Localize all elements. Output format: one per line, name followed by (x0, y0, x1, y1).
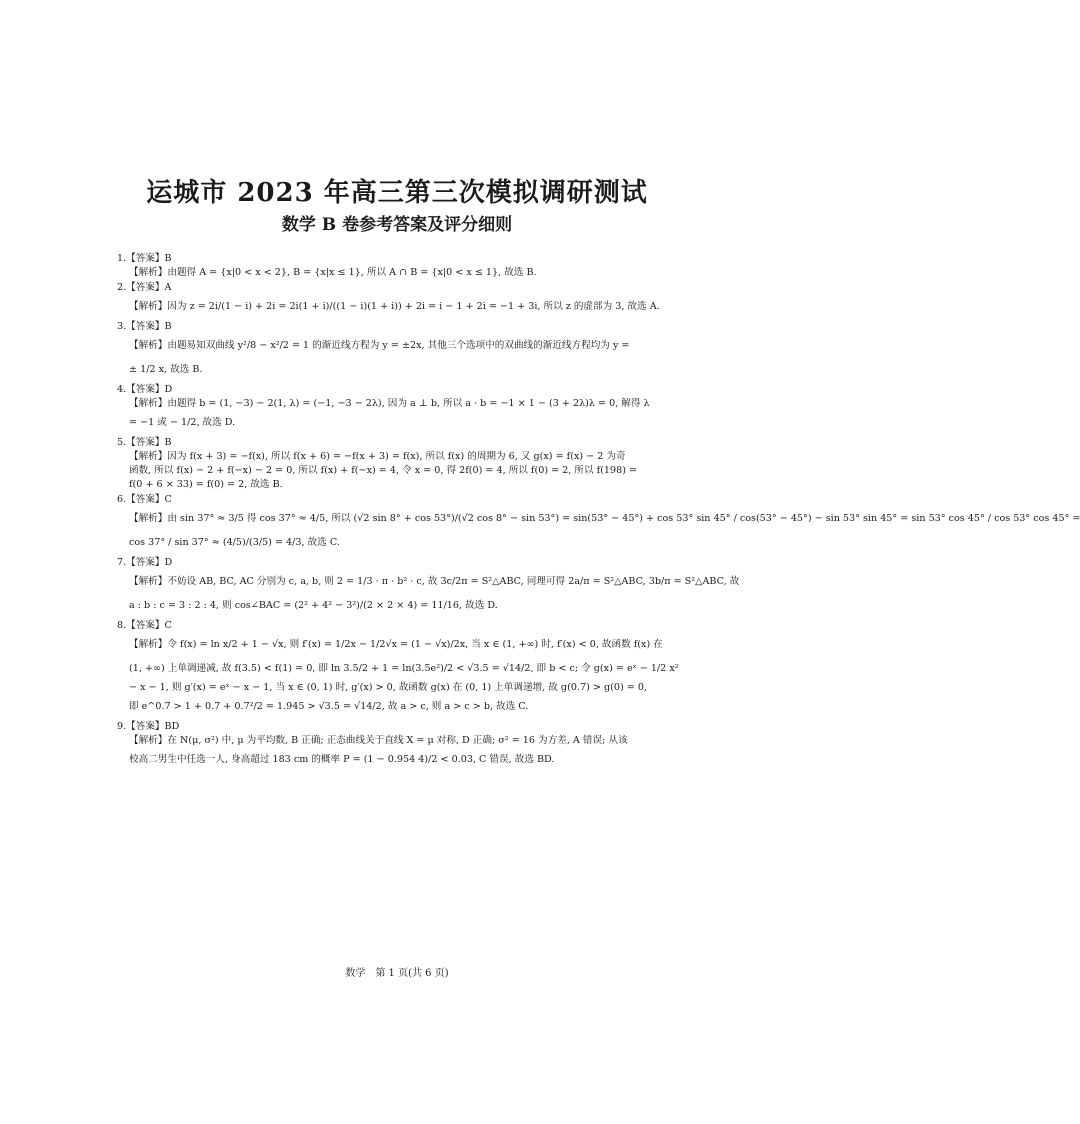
explanation-5-line-3: f(0 + 6 × 33) = f(0) = 2, 故选 B. (129, 479, 283, 490)
explanation-9-line-1: 【解析】在 N(μ, σ²) 中, μ 为平均数, B 正确; 正态曲线关于直线 X = μ 对称, D 正确; σ² = 16 为方差, A 错误; 从该 (129, 735, 628, 746)
explanation-3-line-2: ± 1/2 x, 故选 B. (129, 364, 203, 375)
explanation-4-line-2: = −1 或 − 1/2, 故选 D. (129, 417, 236, 428)
answer-1: 1.【答案】B (117, 253, 172, 264)
explanation-8-line-4: 即 e^0.7 > 1 + 0.7 + 0.7²/2 = 1.945 > √3.5 = √14/2, 故 a > c, 则 a > c > b, 故选 C. (129, 701, 529, 712)
question-4 (117, 383, 682, 435)
question-5 (117, 436, 682, 492)
explanation-6-line-2: cos 37° / sin 37° ≈ (4/5)/(3/5) = 4/3, 故选 C. (129, 537, 340, 548)
explanation-8-line-3: − x − 1, 则 g′(x) = eˣ − x − 1, 当 x ∈ (0, 1) 时, g′(x) > 0, 故函数 g(x) 在 (0, 1) 上单调递增, 故 g(0.7) > g(0) = 0, (129, 682, 647, 693)
explanation-7-line-1: 【解析】不妨设 AB, BC, AC 分别为 c, a, b, 则 2 = 1/3 · π · b² · c, 故 3c/2π = S²△ABC, 同理可得 2a/π = S²△ABC, 3b/π = S²△ABC, 故 (129, 576, 740, 587)
explanation-4-line-1: 【解析】由题得 b = (1, −3) − 2(1, λ) = (−1, −3 − 2λ), 因为 a ⊥ b, 所以 a · b = −1 × 1 − (3 + 2λ)λ = 0, 解得 λ (129, 398, 650, 409)
question-9 (117, 720, 682, 772)
page-title: 运城市 2023 年高三第三次模拟调研测试 (146, 178, 648, 208)
answer-6: 6.【答案】C (117, 494, 172, 505)
page-subtitle: 数学 B 卷参考答案及评分细则 (281, 215, 513, 235)
question-2 (117, 281, 682, 319)
explanation-8-line-1: 【解析】令 f(x) = ln x/2 + 1 − √x, 则 f′(x) = 1/2x − 1/2√x = (1 − √x)/2x, 当 x ∈ (1, +∞) 时, f′(x) < 0, 故函数 f(x) 在 (129, 639, 663, 650)
answer-7: 7.【答案】D (117, 557, 173, 568)
explanation-2-line-1: 【解析】因为 z = 2i/(1 − i) + 2i = 2i(1 + i)/((1 − i)(1 + i)) + 2i = i − 1 + 2i = −1 + 3i, 所以 z 的虚部为 3, 故选 A. (129, 301, 660, 312)
question-1 (117, 252, 682, 280)
question-8 (117, 619, 682, 719)
explanation-6-line-1: 【解析】由 sin 37° ≈ 3/5 得 cos 37° ≈ 4/5, 所以 (√2 sin 8° + cos 53°)/(√2 cos 8° − sin 53°) = sin(53° − 45°) + cos 53° sin 45° / cos(53° − 45°) − sin 53° sin 45° = sin 53° cos 45° / cos 53° cos 45° = (129, 513, 1080, 524)
answer-9: 9.【答案】BD (117, 721, 180, 732)
page-footer: 数学 第 1 页(共 6 页) (345, 968, 449, 979)
answer-8: 8.【答案】C (117, 620, 172, 631)
explanation-8-line-2: (1, +∞) 上单调递减, 故 f(3.5) < f(1) = 0, 即 ln 3.5/2 + 1 = ln(3.5e²)/2 < √3.5 = √14/2, 即 b < c; 令 g(x) = eˣ − 1/2 x² (129, 663, 679, 674)
answer-list (117, 252, 1080, 773)
explanation-5-line-1: 【解析】因为 f(x + 3) = −f(x), 所以 f(x + 6) = −f(x + 3) = f(x), 所以 f(x) 的周期为 6, 又 g(x) = f(x) − 2 为奇 (129, 451, 626, 462)
answer-2: 2.【答案】A (117, 282, 172, 293)
question-6 (117, 493, 1080, 555)
explanation-1-line-1: 【解析】由题得 A = {x|0 < x < 2}, B = {x|x ≤ 1}, 所以 A ∩ B = {x|0 < x ≤ 1}, 故选 B. (129, 267, 537, 278)
explanation-5-line-2: 函数, 所以 f(x) − 2 + f(−x) − 2 = 0, 所以 f(x) + f(−x) = 4, 令 x = 0, 得 2f(0) = 4, 所以 f(0) = 2, 所以 f(198) = (129, 465, 638, 476)
question-7 (117, 556, 740, 618)
explanation-3-line-1: 【解析】由题易知双曲线 y²/8 − x²/2 = 1 的渐近线方程为 y = ±2x, 其他三个选项中的双曲线的渐近线方程均为 y = (129, 340, 630, 351)
answer-5: 5.【答案】B (117, 437, 172, 448)
question-3 (117, 320, 682, 382)
answer-4: 4.【答案】D (117, 384, 173, 395)
explanation-7-line-2: a : b : c = 3 : 2 : 4, 则 cos∠BAC = (2² + 4² − 3²)/(2 × 2 × 4) = 11/16, 故选 D. (129, 600, 498, 611)
explanation-9-line-2: 校高二男生中任选一人, 身高超过 183 cm 的概率 P = (1 − 0.954 4)/2 < 0.03, C 错误, 故选 BD. (129, 754, 555, 765)
answer-3: 3.【答案】B (117, 321, 172, 332)
